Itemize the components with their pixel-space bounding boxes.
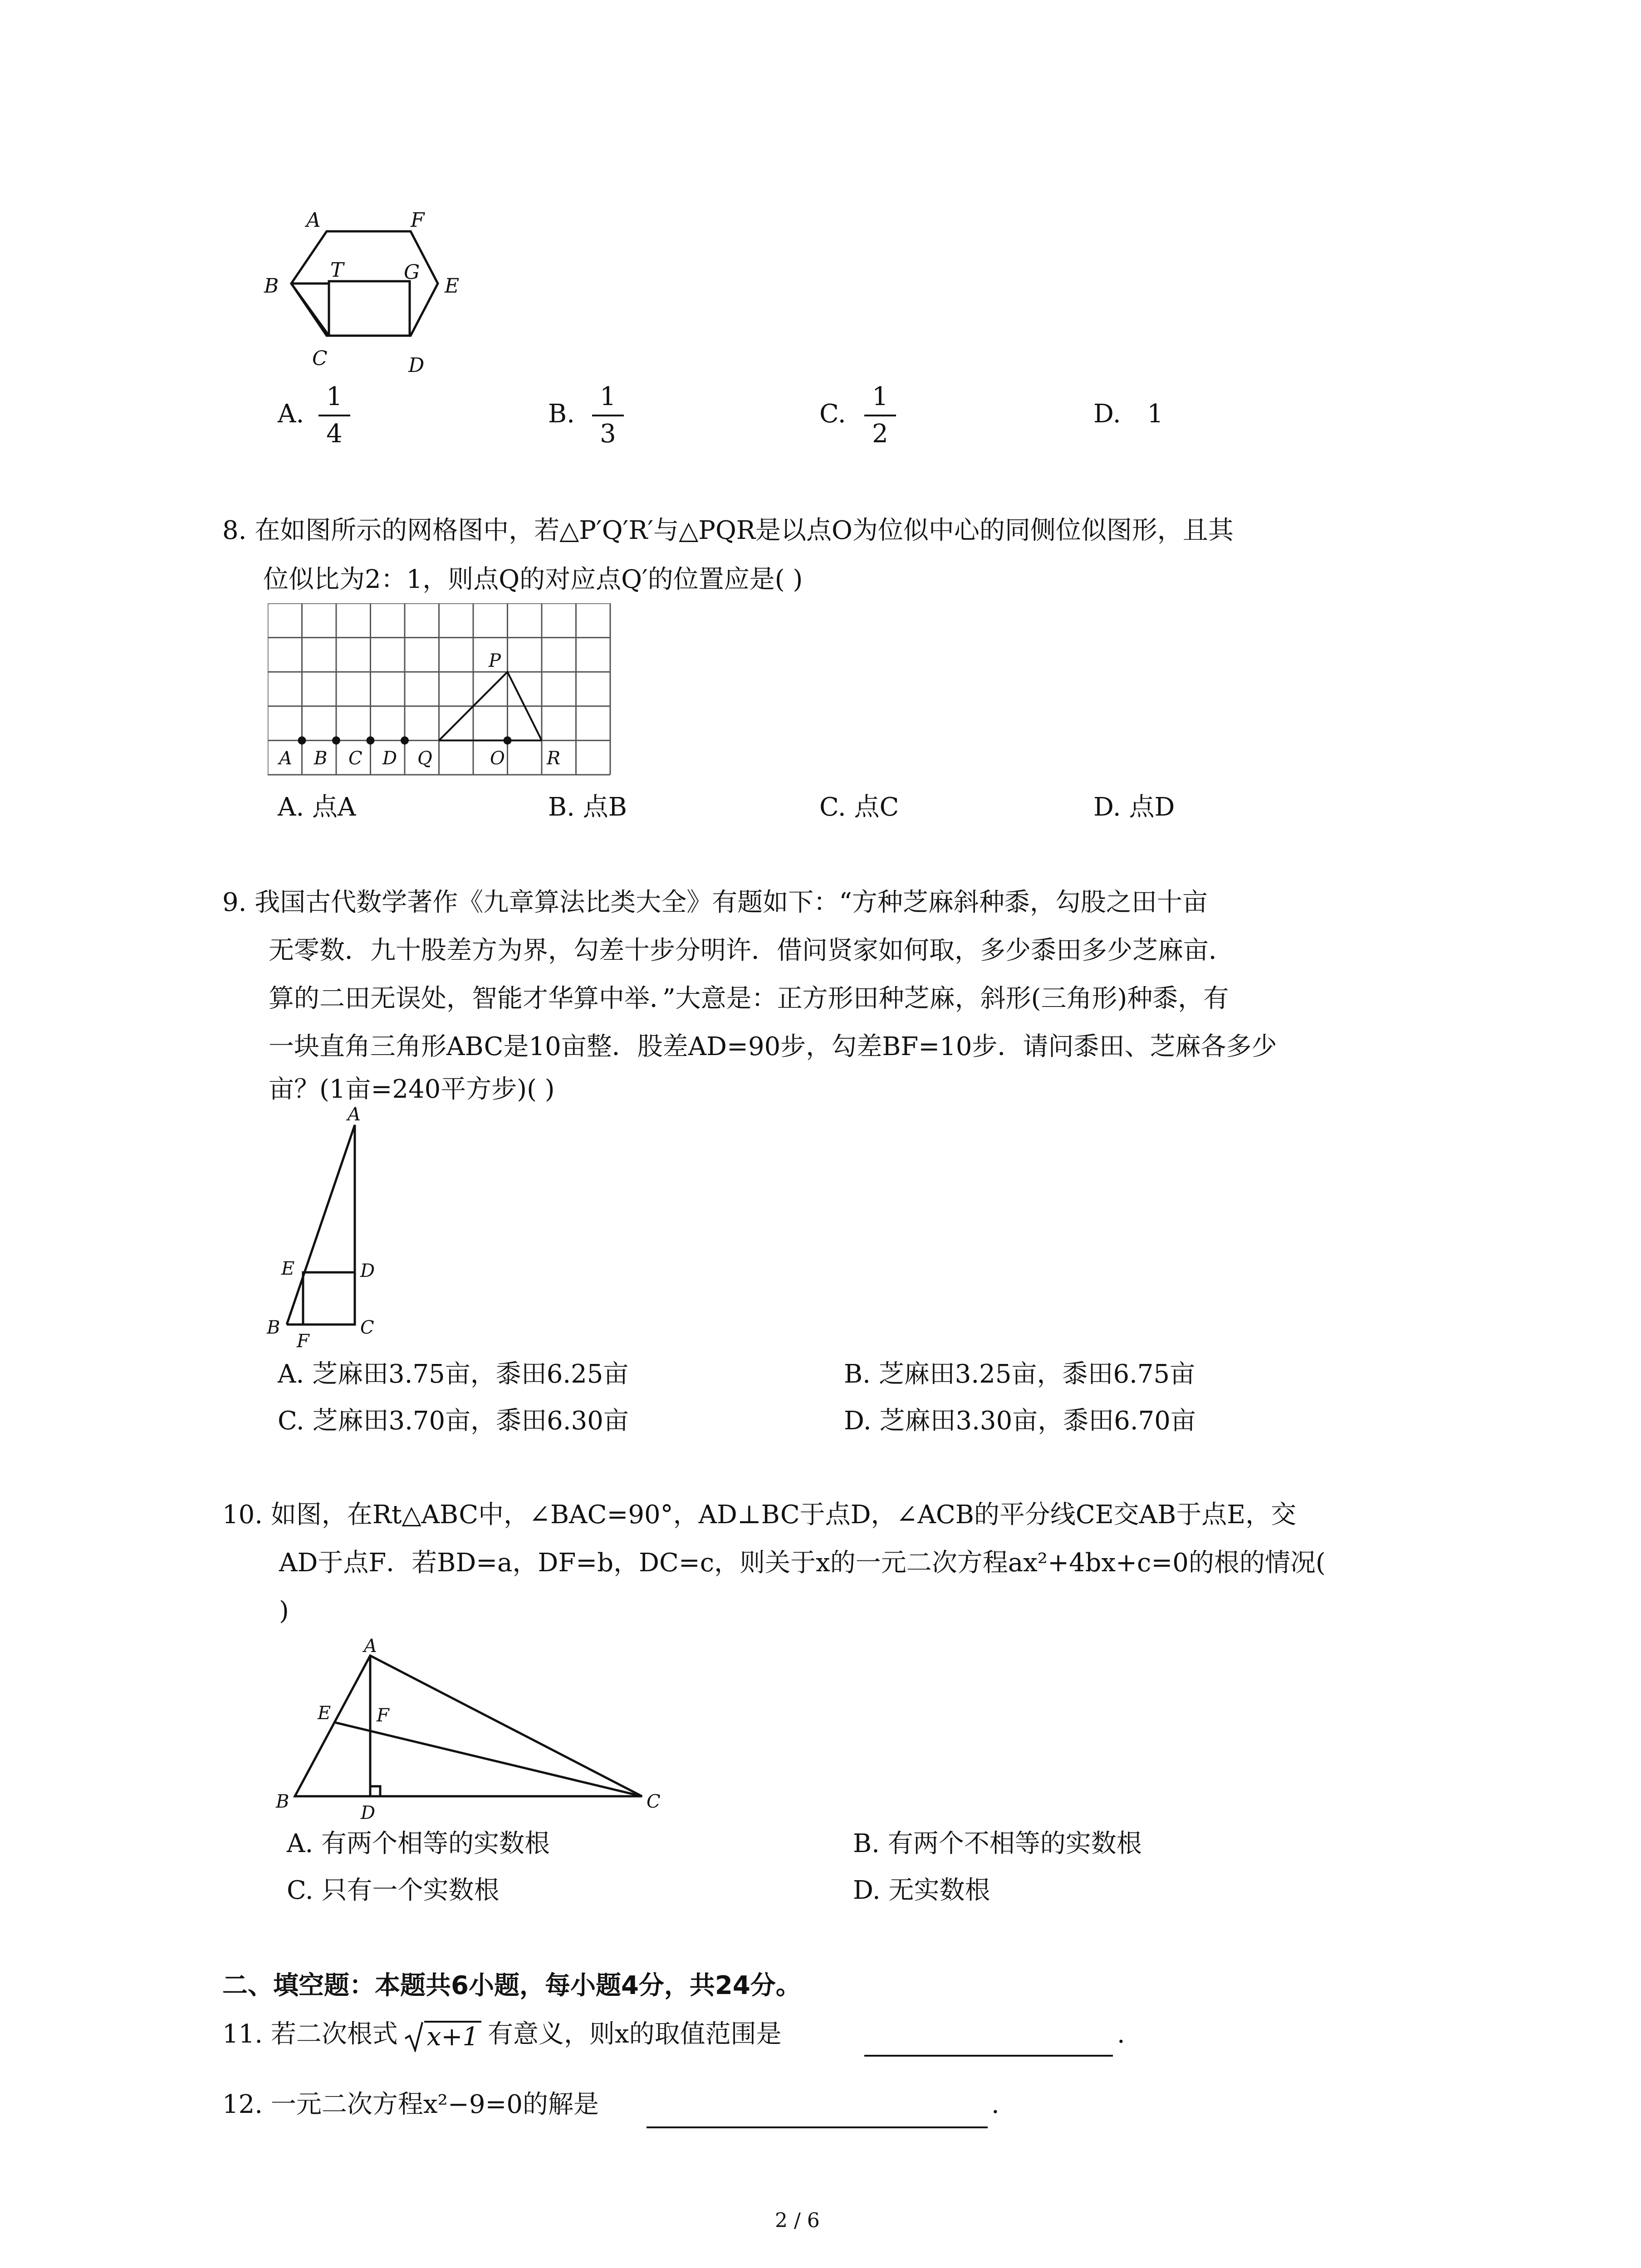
q7-option-c-numerator: 1 <box>872 382 888 411</box>
q9-stem-line3: 算的二田无误处，智能才华算中举．”大意是：正方形田种芝麻，斜形(三角形)种黍，有 <box>269 984 1229 1013</box>
q10-label-D: D <box>361 1803 376 1823</box>
q11-radical <box>404 2012 481 2057</box>
q10-label-B: B <box>276 1791 289 1812</box>
q7-label-A: A <box>306 209 321 232</box>
q8-label-P: P <box>489 650 501 671</box>
q7-option-a-denominator: 4 <box>326 419 343 449</box>
q10-option-b: B. 有两个不相等的实数根 <box>853 1829 1142 1858</box>
q10-option-d: D. 无实数根 <box>853 1876 990 1905</box>
q8-label-D: D <box>382 748 397 769</box>
q8-label-B: B <box>314 748 328 769</box>
q7-option-b-fraction <box>592 381 624 450</box>
q11-stem <box>222 2012 782 2057</box>
q7-option-a-numerator: 1 <box>326 382 343 411</box>
fraction-bar <box>592 415 624 416</box>
q7-option-a-letter: A. <box>278 399 304 429</box>
q9-stem-line5: 亩？(1亩=240平方步)( ) <box>269 1075 555 1104</box>
q7-label-F: F <box>411 209 425 232</box>
page-number: 2 / 6 <box>775 2209 820 2232</box>
q7-option-d-value: 1 <box>1147 399 1164 429</box>
q8-grid-figure <box>268 603 612 785</box>
q9-stem-line1: 9. 我国古代数学著作《九章算法比类大全》有题如下：“方种芝麻斜种黍，勾股之田十亩 <box>222 888 1208 917</box>
q7-label-D: D <box>408 354 425 377</box>
q11-suffix: 有意义，则x的取值范围是 <box>488 2019 782 2049</box>
q8-option-b: B. 点B <box>548 792 627 822</box>
section-heading-fill-in: 二、填空题：本题共6小题，每小题4分，共24分。 <box>222 1971 801 2000</box>
q10-label-A: A <box>364 1636 377 1657</box>
q8-label-Q: Q <box>417 748 432 769</box>
q10-label-E: E <box>318 1703 331 1724</box>
q7-option-b-denominator: 3 <box>600 419 616 449</box>
q10-label-C: C <box>647 1791 661 1812</box>
q11-radicand: x+1 <box>424 2021 481 2052</box>
q7-label-C: C <box>312 347 328 370</box>
q7-label-E: E <box>445 274 460 298</box>
q8-stem-line2: 位似比为2：1，则点Q的对应点Q′的位置应是( ) <box>263 565 803 594</box>
sqrt-icon <box>404 2020 424 2052</box>
q7-option-c-denominator: 2 <box>872 419 888 449</box>
q10-triangle-figure <box>263 1633 671 1823</box>
q7-label-G: G <box>404 261 420 284</box>
q8-option-c: C. 点C <box>819 792 899 822</box>
q9-stem-line4: 一块直角三角形ABC是10亩整．股差AD=90步，勾差BF=10步．请问黍田、芝麻各多少 <box>269 1032 1277 1061</box>
q10-stem-line3: ) <box>279 1596 289 1626</box>
q7-label-T: T <box>330 259 344 282</box>
q9-label-E: E <box>281 1258 295 1279</box>
q9-label-B: B <box>267 1317 280 1338</box>
q7-option-c-fraction <box>864 381 896 450</box>
q7-label-B: B <box>264 274 279 298</box>
q9-stem-line2: 无零数．九十股差方为界，勾差十步分明许．借问贤家如何取，多少黍田多少芝麻亩． <box>269 936 1234 965</box>
q11-end-period: . <box>1117 2019 1125 2049</box>
q9-option-d: D. 芝麻田3.30亩，黍田6.70亩 <box>844 1406 1196 1436</box>
q7-option-a-fraction <box>318 381 350 450</box>
q11-answer-blank[interactable] <box>864 2055 1113 2057</box>
q10-stem-line1: 10. 如图，在Rt△ABC中，∠BAC=90°，AD⊥BC于点D，∠ACB的平分线CE交AB于点E，交 <box>222 1500 1297 1530</box>
q12-answer-blank[interactable] <box>647 2126 988 2128</box>
q7-option-d-letter: D. <box>1093 399 1121 429</box>
q9-label-F: F <box>297 1331 309 1352</box>
q9-triangle-figure <box>259 1107 395 1352</box>
q8-option-d: D. 点D <box>1093 792 1175 822</box>
q10-option-a: A. 有两个相等的实数根 <box>287 1829 550 1858</box>
q7-option-c <box>819 399 846 429</box>
q9-option-a: A. 芝麻田3.75亩，黍田6.25亩 <box>278 1359 629 1389</box>
q7-option-b-numerator: 1 <box>600 382 616 411</box>
q7-option-d <box>1093 399 1163 429</box>
q8-option-a: A. 点A <box>278 792 356 822</box>
q8-stem-line1: 8. 在如图所示的网格图中，若△P′Q′R′与△PQR是以点O为位似中心的同侧位似图形，且其 <box>222 516 1234 545</box>
q7-option-c-letter: C. <box>819 399 846 429</box>
q10-stem-line2: AD于点F．若BD=a，DF=b，DC=c，则关于x的一元二次方程ax²+4bx+c=0的根的情况( <box>279 1548 1326 1578</box>
q9-option-c: C. 芝麻田3.70亩，黍田6.30亩 <box>278 1406 629 1436</box>
q12-stem: 12. 一元二次方程x²−9=0的解是 <box>222 2090 599 2119</box>
q8-label-O: O <box>490 748 505 769</box>
q12-end-period: . <box>991 2090 999 2119</box>
q11-prefix: 11. 若二次根式 <box>222 2019 398 2049</box>
q7-option-a <box>278 399 304 429</box>
q8-label-A: A <box>279 748 292 769</box>
fraction-bar <box>864 415 896 416</box>
q7-option-b-letter: B. <box>548 399 575 429</box>
q9-label-C: C <box>360 1317 374 1338</box>
q10-label-F: F <box>377 1705 389 1726</box>
q10-option-c: C. 只有一个实数根 <box>287 1876 500 1905</box>
fraction-bar <box>318 415 350 416</box>
q9-label-A: A <box>348 1107 361 1125</box>
q8-label-C: C <box>348 748 362 769</box>
q9-option-b: B. 芝麻田3.25亩，黍田6.75亩 <box>844 1359 1195 1389</box>
q8-label-R: R <box>547 748 561 769</box>
q7-option-b <box>548 399 575 429</box>
q7-hexagon-figure <box>254 204 481 395</box>
q9-label-D: D <box>360 1261 375 1281</box>
